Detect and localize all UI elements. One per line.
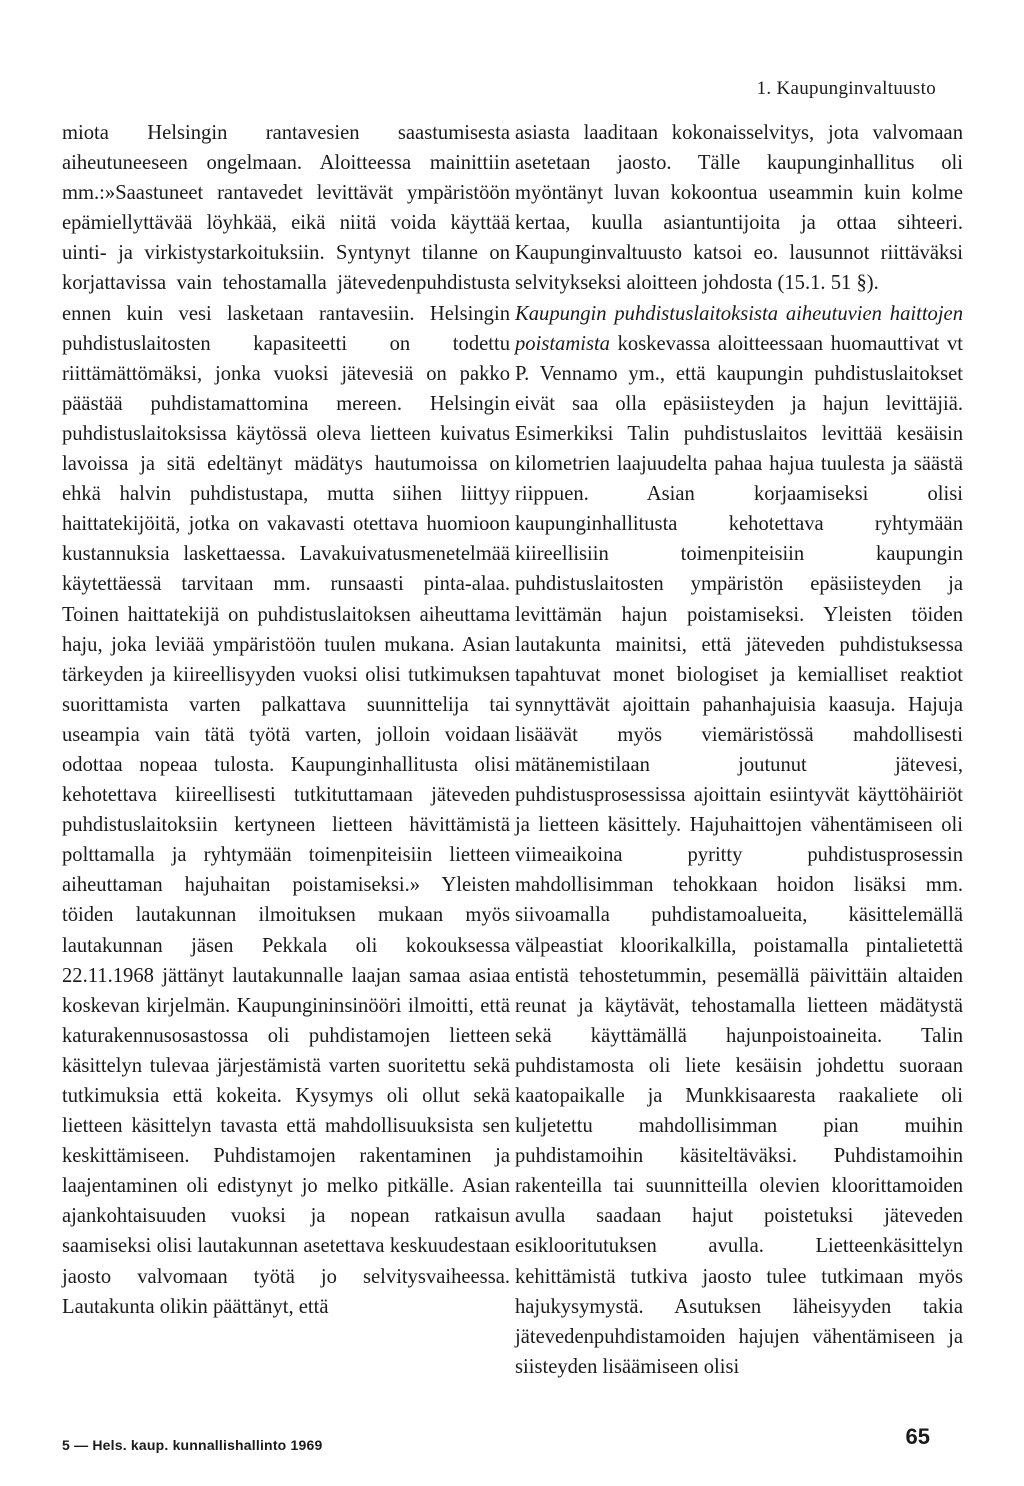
page-number: 65 xyxy=(905,1424,930,1449)
running-head: 1. Kaupunginvaltuusto xyxy=(756,78,936,99)
left-column xyxy=(62,118,510,1322)
right-column-paragraph-1: asiasta laaditaan kokonaisselvitys, jota valvomaan asetetaan jaosto. Tälle kaupunginhallitus oli myöntänyt luvan kokoontua useammin kuin kolme kertaa, kuulla asiantuntijoita ja ottaa sihteeri. Kaupunginvaltuusto katsoi eo. lausunnot riittäväksi selvitykseksi aloitteen johdosta (15.1. 51 §). xyxy=(515,122,963,295)
paragraph-heading: Kaupungin puhdistuslaitoksista aiheutuvien haittojen poistamista xyxy=(515,302,963,355)
left-column-paragraph: miota Helsingin rantavesien saastumisesta aiheutuneeseen ongelmaan. Aloitteessa mainittiin mm.:»Saastuneet rantavedet levittävät ympäristöön epämiellyttävää löyhkää, eikä niitä voida käyttää uinti- ja virkistystarkoituksiin. Syntynyt tilanne on korjattavissa vain tehostamalla jätevedenpuhdistusta ennen kuin vesi lasketaan rantavesiin. Helsingin puhdistuslaitosten kapasiteetti on todettu riittämättömäksi, jonka vuoksi jätevesiä on pakko päästää puhdistamattomina mereen. Helsingin puhdistuslaitoksissa käytössä oleva lietteen kuivatus lavoissa ja sitä edeltänyt mädätys hautumoissa on ehkä halvin puhdistustapa, mutta siihen liittyy haittatekijöitä, jotka on vakavasti otettava huomioon kustannuksia laskettaessa. Lavakuivatusmenetelmää käytettäessä tarvitaan mm. runsaasti pinta-alaa. Toinen haittatekijä on puhdistuslaitoksen aiheuttama haju, joka leviää ympäristöön tuulen mukana. Asian tärkeyden ja kiireellisyyden vuoksi olisi tutkimuksen suorittamista varten palkattava suunnittelija tai useampia vain tätä työtä varten, jolloin voidaan odottaa nopeaa tulosta. Kaupunginhallitusta olisi kehotettava kiireellisesti tutkituttamaan jäteveden puhdistuslaitoksiin kertyneen lietteen hävittämistä polttamalla ja ryhtymään toimenpiteisiin lietteen aiheuttaman hajuhaitan poistamiseksi.» Yleisten töiden lautakunnan ilmoituksen mukaan myös lautakunnan jäsen Pekkala oli kokouksessa 22.11.1968 jättänyt lautakunnalle laajan samaa asiaa koskevan kirjelmän. Kaupungininsinööri ilmoitti, että katurakennusosastossa oli puhdistamojen lietteen käsittelyn tulevaa järjestämistä varten suoritettu sekä tutkimuksia että kokeita. Kysymys oli ollut sekä lietteen käsittelyn tavasta että mahdollisuuksista sen keskittämiseen. Puhdistamojen rakentaminen ja laajentaminen oli edistynyt jo melko pitkälle. Asian ajankohtaisuuden vuoksi ja nopean ratkaisun saamiseksi olisi lautakunnan asetettava keskuudestaan jaosto valvomaan työtä jo selvitysvaiheessa. Lautakunta olikin päättänyt, että xyxy=(62,122,510,1318)
right-column-paragraph-2 xyxy=(515,299,963,1382)
paragraph-2-text: koskevassa aloitteessaan huomauttivat vt P. Vennamo ym., että kaupungin puhdistuslaitokset eivät saa olla epäsiisteyden ja hajun levittäjiä. Esimerkiksi Talin puhdistuslaitos levittää kesäisin kilometrien laajuudelta pahaa hajua tuulesta ja säästä riippuen. Asian korjaamiseksi olisi kaupunginhallitusta kehotettava ryhtymään kiireellisiin toimenpiteisiin kaupungin puhdistuslaitosten ympäristön epäsiisteyden ja levittämän hajun poistamiseksi. Yleisten töiden lautakunta mainitsi, että jäteveden puhdistuksessa tapahtuvat monet biologiset ja kemialliset reaktiot synnyttävät ajoittain pahanhajuisia kaasuja. Hajuja lisäävät myös viemäristössä mahdollisesti mätänemistilaan joutunut jätevesi, puhdistusprosessissa ajoittain esiintyvät käyttöhäiriöt ja lietteen käsittely. Hajuhaittojen vähentämiseen oli viimeaikoina pyritty puhdistusprosessin mahdollisimman tehokkaan hoidon lisäksi mm. siivoamalla puhdistamoalueita, käsittelemällä välpeastiat kloorikalkilla, poistamalla pintalietettä entistä tehostetummin, pesemällä päivittäin altaiden reunat ja käytävät, tehostamalla lietteen mädätystä sekä käyttämällä hajunpoistoaineita. Talin puhdistamosta oli liete kesäisin johdettu suoraan kaatopaikalle ja Munkkisaaresta raakaliete oli kuljetettu mahdollisimman pian muihin puhdistamoihin käsiteltäväksi. Puhdistamoihin rakenteilla tai suunnitteilla olevien kloorittamoiden avulla saadaan hajut poistetuksi jäteveden esiklooritutuksen avulla. Lietteenkäsittelyn kehittämistä tutkiva jaosto tulee tutkimaan myös hajukysymystä. Asutuksen läheisyyden takia jätevedenpuhdistamoiden hajujen vähentämiseen ja siisteyden lisäämiseen olisi xyxy=(515,332,964,1378)
right-column xyxy=(515,118,963,1382)
footer-source: 5 — Hels. kaup. kunnallishallinto 1969 xyxy=(62,1437,323,1453)
